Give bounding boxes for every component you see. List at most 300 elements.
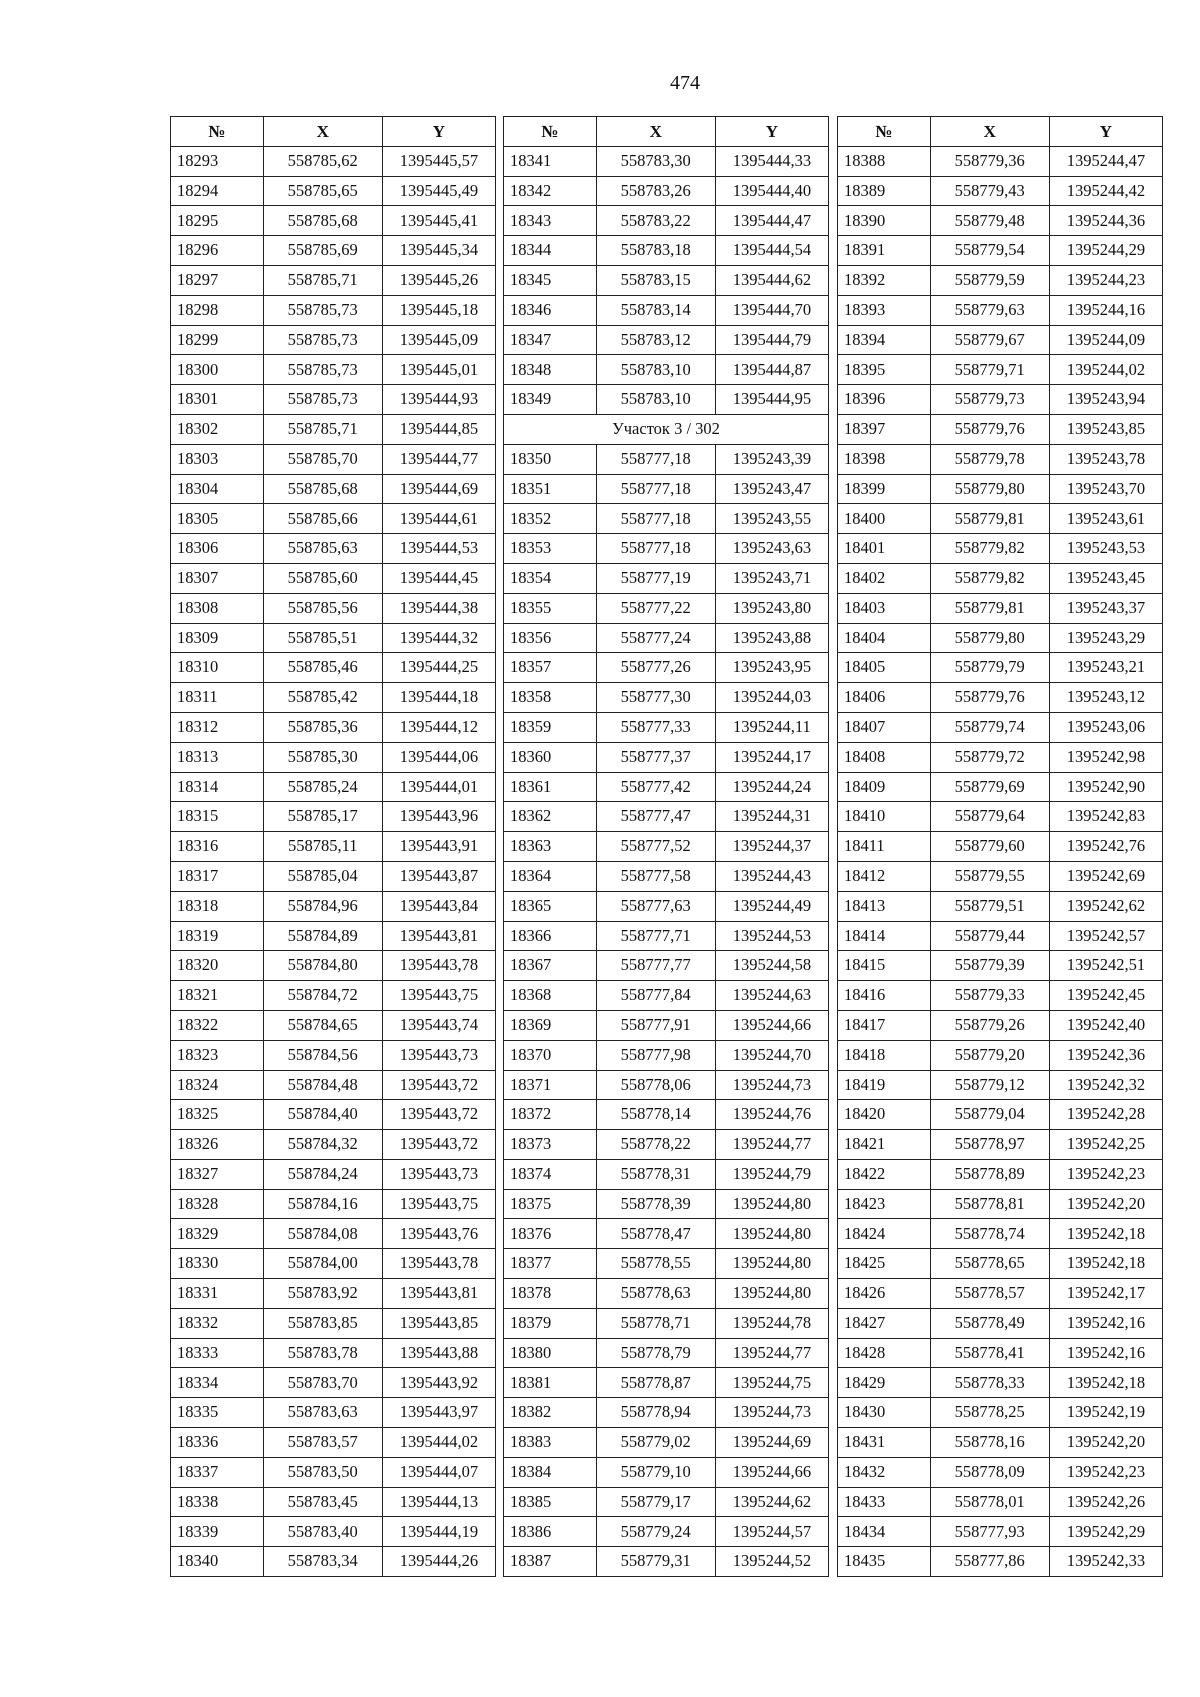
y-coordinate-cell: 1395243,21 xyxy=(1049,653,1162,683)
y-coordinate-cell: 1395443,78 xyxy=(382,951,495,981)
y-coordinate-cell: 1395244,77 xyxy=(715,1130,828,1160)
point-number-cell: 18293 xyxy=(171,146,264,176)
x-coordinate-cell: 558779,24 xyxy=(596,1517,715,1547)
point-number-cell: 18407 xyxy=(838,712,931,742)
table-row xyxy=(504,772,829,802)
x-coordinate-cell: 558777,24 xyxy=(596,623,715,653)
table-row xyxy=(838,414,1163,444)
y-coordinate-cell: 1395242,69 xyxy=(1049,861,1162,891)
y-coordinate-cell: 1395444,62 xyxy=(715,265,828,295)
y-coordinate-cell: 1395244,11 xyxy=(715,712,828,742)
y-coordinate-cell: 1395243,71 xyxy=(715,563,828,593)
table-row xyxy=(504,623,829,653)
point-number-cell: 18362 xyxy=(504,802,597,832)
point-number-cell: 18368 xyxy=(504,981,597,1011)
table-row xyxy=(504,712,829,742)
point-number-cell: 18294 xyxy=(171,176,264,206)
point-number-cell: 18357 xyxy=(504,653,597,683)
table-row xyxy=(838,1040,1163,1070)
y-coordinate-cell: 1395244,79 xyxy=(715,1159,828,1189)
y-coordinate-cell: 1395243,85 xyxy=(1049,414,1162,444)
coordinate-table-1 xyxy=(170,116,496,1577)
y-coordinate-cell: 1395244,09 xyxy=(1049,325,1162,355)
table-header-row xyxy=(504,117,829,147)
point-number-cell: 18401 xyxy=(838,534,931,564)
x-coordinate-cell: 558779,79 xyxy=(930,653,1049,683)
x-coordinate-cell: 558779,02 xyxy=(596,1428,715,1458)
table-row xyxy=(171,1428,496,1458)
x-coordinate-cell: 558779,54 xyxy=(930,236,1049,266)
table-row xyxy=(838,1457,1163,1487)
table-row xyxy=(838,265,1163,295)
y-coordinate-cell: 1395244,62 xyxy=(715,1487,828,1517)
table-row xyxy=(504,474,829,504)
point-number-cell: 18369 xyxy=(504,1010,597,1040)
table-row xyxy=(504,444,829,474)
x-coordinate-cell: 558778,16 xyxy=(930,1428,1049,1458)
x-coordinate-cell: 558785,42 xyxy=(263,683,382,713)
x-coordinate-cell: 558779,78 xyxy=(930,444,1049,474)
point-number-cell: 18363 xyxy=(504,832,597,862)
point-number-cell: 18321 xyxy=(171,981,264,1011)
x-coordinate-cell: 558778,63 xyxy=(596,1279,715,1309)
y-coordinate-cell: 1395444,85 xyxy=(382,414,495,444)
header-number: № xyxy=(838,117,931,147)
y-coordinate-cell: 1395243,12 xyxy=(1049,683,1162,713)
y-coordinate-cell: 1395244,31 xyxy=(715,802,828,832)
y-coordinate-cell: 1395444,19 xyxy=(382,1517,495,1547)
table-row xyxy=(838,325,1163,355)
y-coordinate-cell: 1395444,07 xyxy=(382,1457,495,1487)
point-number-cell: 18299 xyxy=(171,325,264,355)
table-row xyxy=(504,265,829,295)
table-row xyxy=(504,1428,829,1458)
y-coordinate-cell: 1395244,70 xyxy=(715,1040,828,1070)
table-row xyxy=(838,981,1163,1011)
point-number-cell: 18414 xyxy=(838,921,931,951)
point-number-cell: 18338 xyxy=(171,1487,264,1517)
table-row xyxy=(504,1487,829,1517)
point-number-cell: 18360 xyxy=(504,742,597,772)
y-coordinate-cell: 1395443,84 xyxy=(382,891,495,921)
table-row xyxy=(504,385,829,415)
x-coordinate-cell: 558778,39 xyxy=(596,1189,715,1219)
y-coordinate-cell: 1395243,80 xyxy=(715,593,828,623)
table-row xyxy=(838,1398,1163,1428)
y-coordinate-cell: 1395445,01 xyxy=(382,355,495,385)
x-coordinate-cell: 558779,39 xyxy=(930,951,1049,981)
x-coordinate-cell: 558783,10 xyxy=(596,355,715,385)
table-row xyxy=(504,683,829,713)
table-row xyxy=(838,1249,1163,1279)
x-coordinate-cell: 558778,89 xyxy=(930,1159,1049,1189)
x-coordinate-cell: 558779,26 xyxy=(930,1010,1049,1040)
table-row xyxy=(504,1189,829,1219)
y-coordinate-cell: 1395242,20 xyxy=(1049,1428,1162,1458)
y-coordinate-cell: 1395243,70 xyxy=(1049,474,1162,504)
point-number-cell: 18397 xyxy=(838,414,931,444)
point-number-cell: 18322 xyxy=(171,1010,264,1040)
table-row xyxy=(504,1279,829,1309)
point-number-cell: 18347 xyxy=(504,325,597,355)
x-coordinate-cell: 558778,55 xyxy=(596,1249,715,1279)
table-row xyxy=(504,861,829,891)
x-coordinate-cell: 558777,52 xyxy=(596,832,715,862)
table-row xyxy=(171,861,496,891)
x-coordinate-cell: 558784,08 xyxy=(263,1219,382,1249)
y-coordinate-cell: 1395242,45 xyxy=(1049,981,1162,1011)
y-coordinate-cell: 1395243,47 xyxy=(715,474,828,504)
table-row xyxy=(504,1517,829,1547)
x-coordinate-cell: 558785,60 xyxy=(263,563,382,593)
y-coordinate-cell: 1395443,73 xyxy=(382,1159,495,1189)
point-number-cell: 18383 xyxy=(504,1428,597,1458)
x-coordinate-cell: 558777,33 xyxy=(596,712,715,742)
y-coordinate-cell: 1395244,73 xyxy=(715,1070,828,1100)
table-row xyxy=(504,1159,829,1189)
table-row xyxy=(171,385,496,415)
y-coordinate-cell: 1395242,25 xyxy=(1049,1130,1162,1160)
table-row xyxy=(504,951,829,981)
table-row xyxy=(171,146,496,176)
x-coordinate-cell: 558777,47 xyxy=(596,802,715,832)
table-row xyxy=(838,712,1163,742)
table-row xyxy=(838,1189,1163,1219)
x-coordinate-cell: 558778,31 xyxy=(596,1159,715,1189)
table-row xyxy=(504,1398,829,1428)
table-row xyxy=(504,1457,829,1487)
table-row xyxy=(171,206,496,236)
x-coordinate-cell: 558779,64 xyxy=(930,802,1049,832)
point-number-cell: 18390 xyxy=(838,206,931,236)
table-row xyxy=(504,593,829,623)
x-coordinate-cell: 558778,22 xyxy=(596,1130,715,1160)
x-coordinate-cell: 558785,66 xyxy=(263,504,382,534)
x-coordinate-cell: 558785,73 xyxy=(263,325,382,355)
table-row xyxy=(171,1517,496,1547)
y-coordinate-cell: 1395242,18 xyxy=(1049,1368,1162,1398)
y-coordinate-cell: 1395443,73 xyxy=(382,1040,495,1070)
table-row xyxy=(504,325,829,355)
point-number-cell: 18306 xyxy=(171,534,264,564)
y-coordinate-cell: 1395242,28 xyxy=(1049,1100,1162,1130)
table-row xyxy=(838,623,1163,653)
y-coordinate-cell: 1395242,98 xyxy=(1049,742,1162,772)
table-row xyxy=(504,981,829,1011)
x-coordinate-cell: 558784,96 xyxy=(263,891,382,921)
table-row xyxy=(171,832,496,862)
table-row xyxy=(171,1547,496,1577)
y-coordinate-cell: 1395443,92 xyxy=(382,1368,495,1398)
y-coordinate-cell: 1395445,57 xyxy=(382,146,495,176)
table-row xyxy=(838,474,1163,504)
y-coordinate-cell: 1395444,79 xyxy=(715,325,828,355)
x-coordinate-cell: 558783,14 xyxy=(596,295,715,325)
y-coordinate-cell: 1395244,63 xyxy=(715,981,828,1011)
table-row xyxy=(838,563,1163,593)
table-row xyxy=(171,414,496,444)
point-number-cell: 18342 xyxy=(504,176,597,206)
point-number-cell: 18308 xyxy=(171,593,264,623)
point-number-cell: 18301 xyxy=(171,385,264,415)
point-number-cell: 18377 xyxy=(504,1249,597,1279)
table-row xyxy=(171,444,496,474)
table-row xyxy=(504,653,829,683)
y-coordinate-cell: 1395445,18 xyxy=(382,295,495,325)
point-number-cell: 18296 xyxy=(171,236,264,266)
table-row xyxy=(171,653,496,683)
table-row xyxy=(838,593,1163,623)
table-row xyxy=(838,1279,1163,1309)
y-coordinate-cell: 1395242,90 xyxy=(1049,772,1162,802)
table-row xyxy=(171,891,496,921)
table-row xyxy=(838,1159,1163,1189)
point-number-cell: 18384 xyxy=(504,1457,597,1487)
y-coordinate-cell: 1395244,24 xyxy=(715,772,828,802)
point-number-cell: 18311 xyxy=(171,683,264,713)
x-coordinate-cell: 558779,80 xyxy=(930,474,1049,504)
header-x: X xyxy=(263,117,382,147)
y-coordinate-cell: 1395444,33 xyxy=(715,146,828,176)
point-number-cell: 18327 xyxy=(171,1159,264,1189)
point-number-cell: 18400 xyxy=(838,504,931,534)
y-coordinate-cell: 1395244,17 xyxy=(715,742,828,772)
y-coordinate-cell: 1395244,36 xyxy=(1049,206,1162,236)
table-row xyxy=(838,534,1163,564)
x-coordinate-cell: 558779,74 xyxy=(930,712,1049,742)
y-coordinate-cell: 1395244,03 xyxy=(715,683,828,713)
header-number: № xyxy=(171,117,264,147)
point-number-cell: 18427 xyxy=(838,1308,931,1338)
header-x: X xyxy=(596,117,715,147)
x-coordinate-cell: 558783,85 xyxy=(263,1308,382,1338)
point-number-cell: 18408 xyxy=(838,742,931,772)
y-coordinate-cell: 1395243,63 xyxy=(715,534,828,564)
y-coordinate-cell: 1395244,29 xyxy=(1049,236,1162,266)
x-coordinate-cell: 558784,24 xyxy=(263,1159,382,1189)
point-number-cell: 18364 xyxy=(504,861,597,891)
table-row xyxy=(838,504,1163,534)
point-number-cell: 18406 xyxy=(838,683,931,713)
point-number-cell: 18350 xyxy=(504,444,597,474)
y-coordinate-cell: 1395244,23 xyxy=(1049,265,1162,295)
point-number-cell: 18391 xyxy=(838,236,931,266)
point-number-cell: 18367 xyxy=(504,951,597,981)
header-number: № xyxy=(504,117,597,147)
y-coordinate-cell: 1395242,76 xyxy=(1049,832,1162,862)
table-header-row xyxy=(171,117,496,147)
x-coordinate-cell: 558779,20 xyxy=(930,1040,1049,1070)
table-row xyxy=(504,534,829,564)
x-coordinate-cell: 558785,04 xyxy=(263,861,382,891)
table-row xyxy=(838,146,1163,176)
point-number-cell: 18387 xyxy=(504,1547,597,1577)
x-coordinate-cell: 558783,92 xyxy=(263,1279,382,1309)
x-coordinate-cell: 558777,18 xyxy=(596,534,715,564)
x-coordinate-cell: 558779,48 xyxy=(930,206,1049,236)
y-coordinate-cell: 1395242,16 xyxy=(1049,1308,1162,1338)
table-row xyxy=(838,1100,1163,1130)
table-row xyxy=(838,832,1163,862)
x-coordinate-cell: 558779,51 xyxy=(930,891,1049,921)
x-coordinate-cell: 558784,72 xyxy=(263,981,382,1011)
x-coordinate-cell: 558784,48 xyxy=(263,1070,382,1100)
point-number-cell: 18413 xyxy=(838,891,931,921)
y-coordinate-cell: 1395444,12 xyxy=(382,712,495,742)
table-row xyxy=(171,325,496,355)
y-coordinate-cell: 1395443,85 xyxy=(382,1308,495,1338)
table-row xyxy=(838,921,1163,951)
x-coordinate-cell: 558779,82 xyxy=(930,563,1049,593)
x-coordinate-cell: 558779,69 xyxy=(930,772,1049,802)
x-coordinate-cell: 558777,19 xyxy=(596,563,715,593)
point-number-cell: 18325 xyxy=(171,1100,264,1130)
x-coordinate-cell: 558784,56 xyxy=(263,1040,382,1070)
table-row xyxy=(838,385,1163,415)
point-number-cell: 18434 xyxy=(838,1517,931,1547)
point-number-cell: 18419 xyxy=(838,1070,931,1100)
point-number-cell: 18416 xyxy=(838,981,931,1011)
y-coordinate-cell: 1395443,72 xyxy=(382,1130,495,1160)
y-coordinate-cell: 1395443,74 xyxy=(382,1010,495,1040)
point-number-cell: 18361 xyxy=(504,772,597,802)
y-coordinate-cell: 1395444,87 xyxy=(715,355,828,385)
point-number-cell: 18426 xyxy=(838,1279,931,1309)
table-row xyxy=(171,1338,496,1368)
y-coordinate-cell: 1395242,18 xyxy=(1049,1249,1162,1279)
x-coordinate-cell: 558778,57 xyxy=(930,1279,1049,1309)
point-number-cell: 18421 xyxy=(838,1130,931,1160)
table-row xyxy=(504,742,829,772)
x-coordinate-cell: 558778,97 xyxy=(930,1130,1049,1160)
point-number-cell: 18409 xyxy=(838,772,931,802)
table-row xyxy=(171,176,496,206)
x-coordinate-cell: 558785,69 xyxy=(263,236,382,266)
point-number-cell: 18353 xyxy=(504,534,597,564)
point-number-cell: 18332 xyxy=(171,1308,264,1338)
y-coordinate-cell: 1395244,53 xyxy=(715,921,828,951)
y-coordinate-cell: 1395443,96 xyxy=(382,802,495,832)
table-row xyxy=(171,1100,496,1130)
y-coordinate-cell: 1395445,09 xyxy=(382,325,495,355)
x-coordinate-cell: 558779,80 xyxy=(930,623,1049,653)
point-number-cell: 18411 xyxy=(838,832,931,862)
point-number-cell: 18412 xyxy=(838,861,931,891)
point-number-cell: 18295 xyxy=(171,206,264,236)
x-coordinate-cell: 558779,44 xyxy=(930,921,1049,951)
table-row xyxy=(171,474,496,504)
y-coordinate-cell: 1395445,34 xyxy=(382,236,495,266)
point-number-cell: 18370 xyxy=(504,1040,597,1070)
y-coordinate-cell: 1395242,23 xyxy=(1049,1159,1162,1189)
y-coordinate-cell: 1395443,87 xyxy=(382,861,495,891)
point-number-cell: 18351 xyxy=(504,474,597,504)
table-row xyxy=(171,981,496,1011)
point-number-cell: 18388 xyxy=(838,146,931,176)
section-label: Участок 3 / 302 xyxy=(504,414,829,444)
y-coordinate-cell: 1395445,41 xyxy=(382,206,495,236)
x-coordinate-cell: 558785,24 xyxy=(263,772,382,802)
table-row xyxy=(171,1040,496,1070)
header-y: Y xyxy=(1049,117,1162,147)
y-coordinate-cell: 1395444,25 xyxy=(382,653,495,683)
y-coordinate-cell: 1395444,45 xyxy=(382,563,495,593)
point-number-cell: 18313 xyxy=(171,742,264,772)
point-number-cell: 18340 xyxy=(171,1547,264,1577)
point-number-cell: 18341 xyxy=(504,146,597,176)
x-coordinate-cell: 558778,09 xyxy=(930,1457,1049,1487)
point-number-cell: 18343 xyxy=(504,206,597,236)
x-coordinate-cell: 558777,63 xyxy=(596,891,715,921)
x-coordinate-cell: 558779,73 xyxy=(930,385,1049,415)
x-coordinate-cell: 558778,14 xyxy=(596,1100,715,1130)
x-coordinate-cell: 558778,79 xyxy=(596,1338,715,1368)
y-coordinate-cell: 1395445,49 xyxy=(382,176,495,206)
point-number-cell: 18402 xyxy=(838,563,931,593)
table-row xyxy=(838,1487,1163,1517)
table-row xyxy=(838,951,1163,981)
x-coordinate-cell: 558784,32 xyxy=(263,1130,382,1160)
x-coordinate-cell: 558778,94 xyxy=(596,1398,715,1428)
point-number-cell: 18331 xyxy=(171,1279,264,1309)
table-row xyxy=(504,1249,829,1279)
table-row xyxy=(838,355,1163,385)
point-number-cell: 18430 xyxy=(838,1398,931,1428)
table-row xyxy=(504,802,829,832)
y-coordinate-cell: 1395242,32 xyxy=(1049,1070,1162,1100)
table-row xyxy=(838,802,1163,832)
point-number-cell: 18404 xyxy=(838,623,931,653)
point-number-cell: 18422 xyxy=(838,1159,931,1189)
table-row xyxy=(838,1368,1163,1398)
section-row xyxy=(504,414,829,444)
point-number-cell: 18372 xyxy=(504,1100,597,1130)
point-number-cell: 18380 xyxy=(504,1338,597,1368)
table-row xyxy=(171,921,496,951)
point-number-cell: 18379 xyxy=(504,1308,597,1338)
y-coordinate-cell: 1395443,81 xyxy=(382,921,495,951)
x-coordinate-cell: 558778,01 xyxy=(930,1487,1049,1517)
point-number-cell: 18339 xyxy=(171,1517,264,1547)
x-coordinate-cell: 558779,67 xyxy=(930,325,1049,355)
point-number-cell: 18415 xyxy=(838,951,931,981)
point-number-cell: 18314 xyxy=(171,772,264,802)
y-coordinate-cell: 1395443,78 xyxy=(382,1249,495,1279)
point-number-cell: 18423 xyxy=(838,1189,931,1219)
y-coordinate-cell: 1395443,75 xyxy=(382,981,495,1011)
table-row xyxy=(838,742,1163,772)
page-number: 474 xyxy=(670,72,700,94)
y-coordinate-cell: 1395242,20 xyxy=(1049,1189,1162,1219)
x-coordinate-cell: 558785,56 xyxy=(263,593,382,623)
point-number-cell: 18394 xyxy=(838,325,931,355)
x-coordinate-cell: 558778,47 xyxy=(596,1219,715,1249)
point-number-cell: 18433 xyxy=(838,1487,931,1517)
point-number-cell: 18303 xyxy=(171,444,264,474)
table-row xyxy=(504,1547,829,1577)
x-coordinate-cell: 558777,93 xyxy=(930,1517,1049,1547)
point-number-cell: 18318 xyxy=(171,891,264,921)
x-coordinate-cell: 558783,63 xyxy=(263,1398,382,1428)
y-coordinate-cell: 1395244,75 xyxy=(715,1368,828,1398)
point-number-cell: 18403 xyxy=(838,593,931,623)
point-number-cell: 18396 xyxy=(838,385,931,415)
point-number-cell: 18432 xyxy=(838,1457,931,1487)
header-y: Y xyxy=(382,117,495,147)
table-row xyxy=(171,265,496,295)
y-coordinate-cell: 1395242,29 xyxy=(1049,1517,1162,1547)
point-number-cell: 18392 xyxy=(838,265,931,295)
